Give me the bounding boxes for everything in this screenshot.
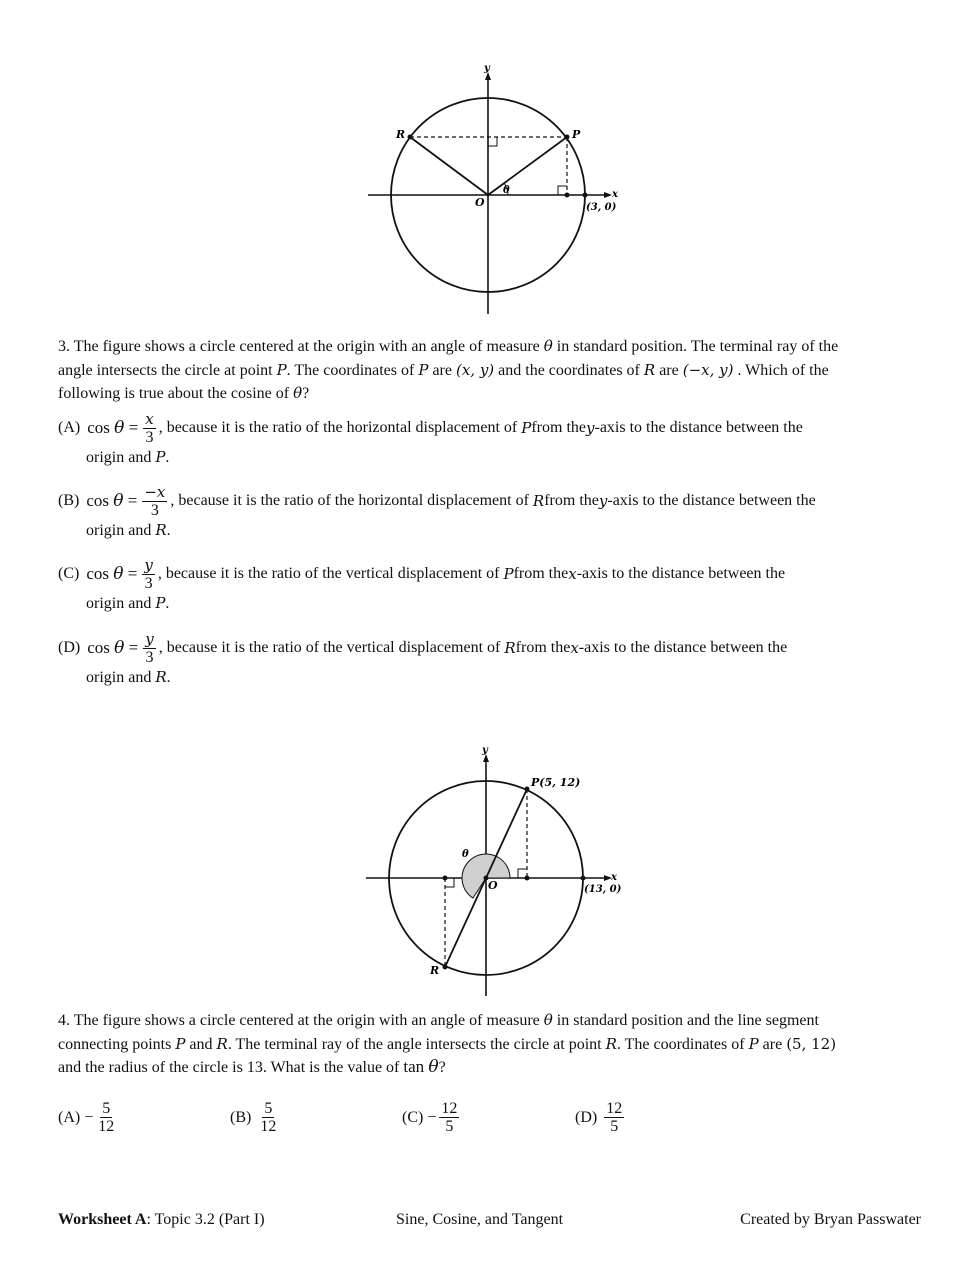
q3-choice-b[interactable]: (B) cos θ = $\frac{-x}{3}$ , because it is the ratio of the horizontal displacement of R from the y -axis to the distance between the origin and R. [58,482,816,539]
q3-line-3: following is true about the cosine of θ? [58,384,310,402]
origin-label: O [488,879,498,892]
r-label: R [430,964,440,977]
right-angle-mark-top [488,137,497,146]
q3-choice-d[interactable]: (D) cos θ = $\frac{y}{3}$ , because it is the ratio of the vertical displacement of R from the x -axis to the distance between the origin and R. [58,629,788,686]
point-p [565,135,570,140]
q4-choice-d[interactable]: (D) $\frac{12}{5}$ [575,1100,623,1135]
segment-or [410,137,488,195]
fraction: $\frac{-x}{3}$ [144,482,166,519]
fraction: $\frac{y}{3}$ [144,555,153,592]
theta-label: θ [462,849,469,860]
point-intercept [583,193,588,198]
q4-stem [58,1009,928,1080]
point-p [525,787,530,792]
q3-stem [58,335,928,406]
point-r [443,965,448,970]
q4-choice-a[interactable]: (A) − $\frac{5}{12}$ [58,1100,115,1135]
point-foot [565,193,570,198]
p-label: P [572,128,581,141]
r-label: R [396,128,406,141]
fraction: $\frac{12}{5}$ [606,1100,623,1135]
intercept-label: (13, 0) [584,884,622,895]
fraction: $\frac{5}{12}$ [98,1100,115,1135]
q4-choice-b[interactable]: (B) $\frac{5}{12}$ [230,1100,277,1135]
point-intercept [581,876,586,881]
q3-line-1: 3. The figure shows a circle centered at the origin with an angle of measure θ in standard position. The terminal ray of the [58,337,839,355]
y-label: y [484,63,490,74]
fraction: $\frac{y}{3}$ [145,629,154,666]
footer-left: Worksheet A: Topic 3.2 (Part I) [58,1211,265,1228]
segment-op [488,137,567,195]
q3-line-2: angle intersects the circle at point P. The coordinates of P are (x, y) and the coordinates of R are (−x, y) . Which of the [58,360,829,379]
p-label: P(5, 12) [531,776,581,789]
fraction: $\frac{5}{12}$ [260,1100,277,1135]
q3-choice-c[interactable]: (C) cos θ = $\frac{y}{3}$ , because it is the ratio of the vertical displacement of P from the x -axis to the distance between the origin and P. [58,555,786,612]
theta-label: θ [503,185,510,196]
point-foot-r [443,876,448,881]
point-r [408,135,413,140]
q4-line-1: 4. The figure shows a circle centered at the origin with an angle of measure θ in standard position and the line segment [58,1011,819,1029]
point-foot-p [525,876,530,881]
fraction: $\frac{12}{5}$ [441,1100,458,1135]
q4-line-2: connecting points P and R. The terminal ray of the angle intersects the circle at point R. The coordinates of P are (5, 12) [58,1034,837,1053]
intercept-label: (3, 0) [586,202,617,213]
fraction: $\frac{x}{3}$ [145,409,154,446]
x-axis-arrow-icon [604,192,612,198]
figure-1-unit-circle [360,60,630,320]
q4-line-3: and the radius of the circle is 13. What is the value of tan θ? [58,1057,446,1077]
q3-choice-a[interactable]: (A) cos θ = $\frac{x}{3}$ , because it is the ratio of the horizontal displacement of P from the y -axis to the distance between the origin and P. [58,409,803,466]
x-label: x [611,872,617,883]
footer-right: Created by Bryan Passwater [740,1211,921,1228]
q4-choice-c[interactable]: (C) − $\frac{12}{5}$ [402,1100,458,1135]
origin-label: O [475,196,485,209]
x-label: x [612,189,618,200]
figure-2-circle [360,742,630,1002]
footer-center: Sine, Cosine, and Tangent [396,1211,564,1228]
y-label: y [482,745,488,756]
